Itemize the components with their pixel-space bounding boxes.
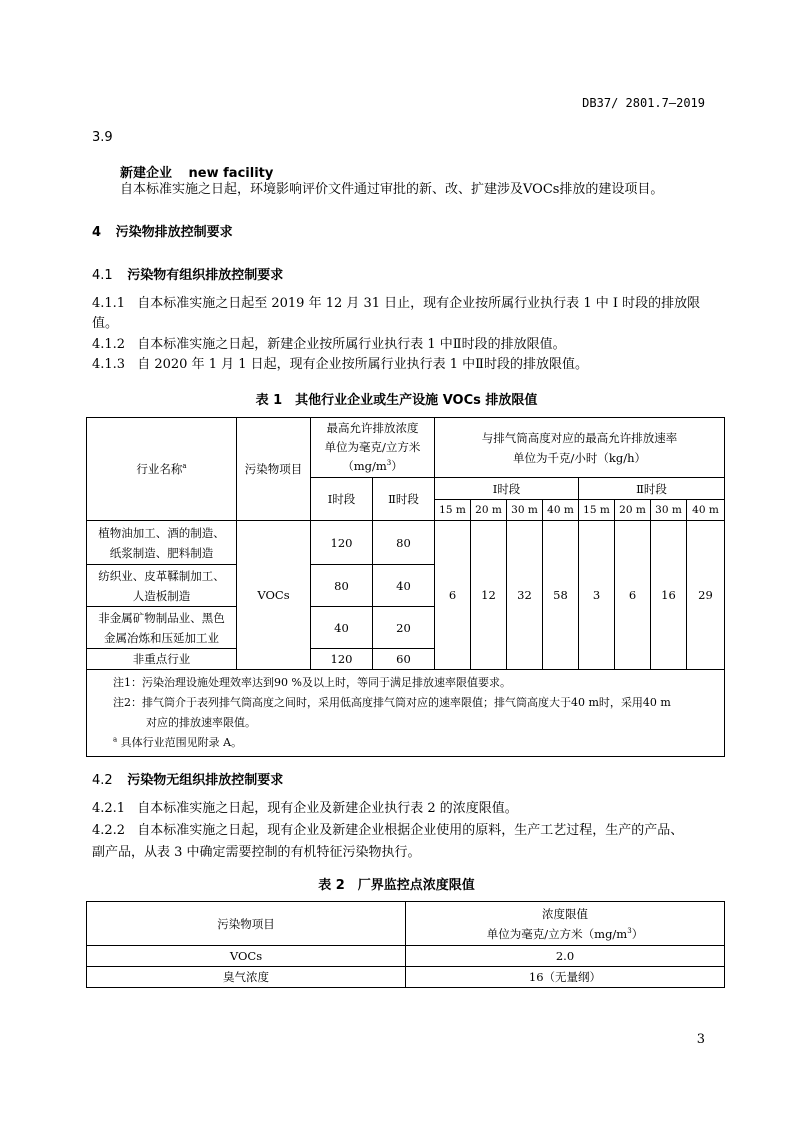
header-conc-period2: Ⅱ时段: [373, 478, 435, 521]
section-4-1-number: 4.1: [92, 268, 113, 283]
header-rate-line1: 与排气筒高度对应的最高允许排放速率: [481, 430, 678, 445]
header-rate-line2: 单位为千克/小时（kg/h）: [513, 450, 646, 465]
header-rate: [435, 418, 725, 478]
table1-caption: 表 1 其他行业企业或生产设施 VOCs 排放限值: [255, 393, 538, 408]
section-4-2-heading: [92, 769, 283, 788]
conc-p1-cell: 120: [311, 649, 373, 670]
height-cell: 20 m: [615, 500, 651, 521]
rate-cell: 6: [615, 521, 651, 670]
conc-p2-cell: 60: [373, 649, 435, 670]
table2-item-cell: VOCs: [87, 946, 406, 967]
para-4-2-2-line1: [92, 822, 683, 840]
header-pollutant: 污染物项目: [237, 418, 311, 521]
para-4-1-1-number: 4.1.1: [92, 296, 126, 311]
section-4-2-number: 4.2: [92, 773, 113, 788]
para-4-1-2-number: 4.1.2: [92, 337, 126, 352]
industry-cell: 非金属矿物制品业、黑色 金属冶炼和压延加工业: [87, 607, 237, 649]
term-new-facility: [120, 162, 273, 181]
height-cell: 30 m: [651, 500, 687, 521]
para-4-2-2-line2: 副产品，从表 3 中确定需要控制的有机特征污染物执行。: [92, 845, 421, 860]
rate-cell: 12: [471, 521, 507, 670]
rate-cell: 58: [543, 521, 579, 670]
height-cell: 40 m: [687, 500, 725, 521]
table2-value-cell: 2.0: [406, 946, 725, 967]
para-4-2-2-text: 自本标准实施之日起，现有企业及新建企业根据企业使用的原料，生产工艺过程，生产的产品、: [137, 823, 684, 838]
table1: [86, 417, 725, 757]
term-definition: 自本标准实施之日起，环境影响评价文件通过审批的新、改、扩建涉及VOCs排放的建设项目。: [120, 182, 664, 197]
para-4-1-3-text: 自 2020 年 1 月 1 日起，现有企业按所属行业执行表 1 中Ⅱ时段的排放限值。: [137, 357, 589, 372]
term-en: new facility: [188, 166, 274, 181]
pollutant-cell: VOCs: [237, 521, 311, 670]
note-2-line2: 对应的排放速率限值。: [146, 716, 256, 729]
conc-p1-cell: 120: [311, 521, 373, 565]
para-4-1-3-number: 4.1.3: [92, 357, 126, 372]
note-a: $^a$ 具体行业范围见附录 A。: [113, 735, 243, 749]
section-4-2-title: 污染物无组织排放控制要求: [127, 773, 284, 788]
industry-cell: 植物油加工、酒的制造、 纸浆制造、肥料制造: [87, 521, 237, 565]
header-rate-period2: Ⅱ时段: [579, 478, 725, 500]
conc-p1-cell: 40: [311, 607, 373, 649]
standard-id: DB37/ 2801.7—2019: [582, 96, 705, 110]
term-cn: 新建企业: [120, 166, 173, 181]
table2: [86, 901, 725, 988]
section-4-heading: [92, 221, 233, 240]
conc-p1-cell: 80: [311, 565, 373, 607]
para-4-1-1-line2: 值。: [92, 316, 119, 331]
table2-header-pollutant: 污染物项目: [87, 902, 406, 946]
section-3-9-number: 3.9: [92, 130, 113, 145]
note-1: 注1：污染治理设施处理效率达到90 %及以上时，等同于满足排放速率限值要求。: [113, 676, 511, 689]
table2-item-cell: 臭气浓度: [87, 967, 406, 988]
height-cell: 15 m: [435, 500, 471, 521]
para-4-2-2-number: 4.2.2: [92, 823, 126, 838]
footnote-a-mark: a: [182, 462, 187, 471]
note-2-line1: 注2：排气筒介于表列排气筒高度之间时，采用低高度排气筒对应的速率限值；排气筒高度大于40 m时，采用40 m: [113, 696, 671, 709]
para-4-2-1: [92, 800, 518, 818]
para-4-1-1-text: 自本标准实施之日起至 2019 年 12 月 31 日止，现有企业按所属行业执行表 1 中 Ⅰ 时段的排放限: [137, 296, 701, 311]
rate-cell: 32: [507, 521, 543, 670]
header-conc-period1: Ⅰ时段: [311, 478, 373, 521]
header-rate-period1: Ⅰ时段: [435, 478, 579, 500]
header-industry: 行业名称$^a$: [87, 418, 237, 521]
table2-value-cell: 16（无量纲）: [406, 967, 725, 988]
rate-cell: 6: [435, 521, 471, 670]
conc-p2-cell: 80: [373, 521, 435, 565]
section-4-title: 污染物排放控制要求: [115, 225, 233, 240]
para-4-1-2: [92, 336, 566, 354]
section-4-number: 4: [92, 225, 102, 240]
industry-cell: 非重点行业: [87, 649, 237, 670]
para-4-1-2-text: 自本标准实施之日起，新建企业按所属行业执行表 1 中Ⅱ时段的排放限值。: [137, 337, 566, 352]
height-cell: 30 m: [507, 500, 543, 521]
table1-notes: [87, 670, 725, 757]
height-cell: 15 m: [579, 500, 615, 521]
conc-p2-cell: 40: [373, 565, 435, 607]
height-cell: 40 m: [543, 500, 579, 521]
section-4-1-title: 污染物有组织排放控制要求: [127, 268, 284, 283]
industry-cell: 纺织业、皮革鞣制加工、 人造板制造: [87, 565, 237, 607]
table2-header-limit-line1: 浓度限值: [542, 906, 588, 921]
para-4-1-1-line1: [92, 295, 700, 313]
para-4-2-1-number: 4.2.1: [92, 801, 126, 816]
rate-cell: 16: [651, 521, 687, 670]
rate-cell: 29: [687, 521, 725, 670]
header-conc-line3: $(mg/m^3)$: [342, 459, 403, 473]
section-4-1-heading: [92, 264, 283, 283]
conc-p2-cell: 20: [373, 607, 435, 649]
table2-caption: 表 2 厂界监控点浓度限值: [318, 878, 475, 893]
header-conc-line2: 单位为毫克/立方米: [324, 440, 421, 454]
header-concentration: [311, 418, 435, 478]
height-cell: 20 m: [471, 500, 507, 521]
para-4-2-1-text: 自本标准实施之日起，现有企业及新建企业执行表 2 的浓度限值。: [137, 801, 518, 816]
para-4-1-3: [92, 356, 588, 374]
table2-header-limit: [406, 902, 725, 946]
rate-cell: 3: [579, 521, 615, 670]
page-number: 3: [696, 1032, 705, 1047]
table2-header-limit-line2: 单位为毫克/立方米$(mg/m^3)$: [486, 926, 644, 941]
header-conc-line1: 最高允许排放浓度: [326, 421, 419, 435]
